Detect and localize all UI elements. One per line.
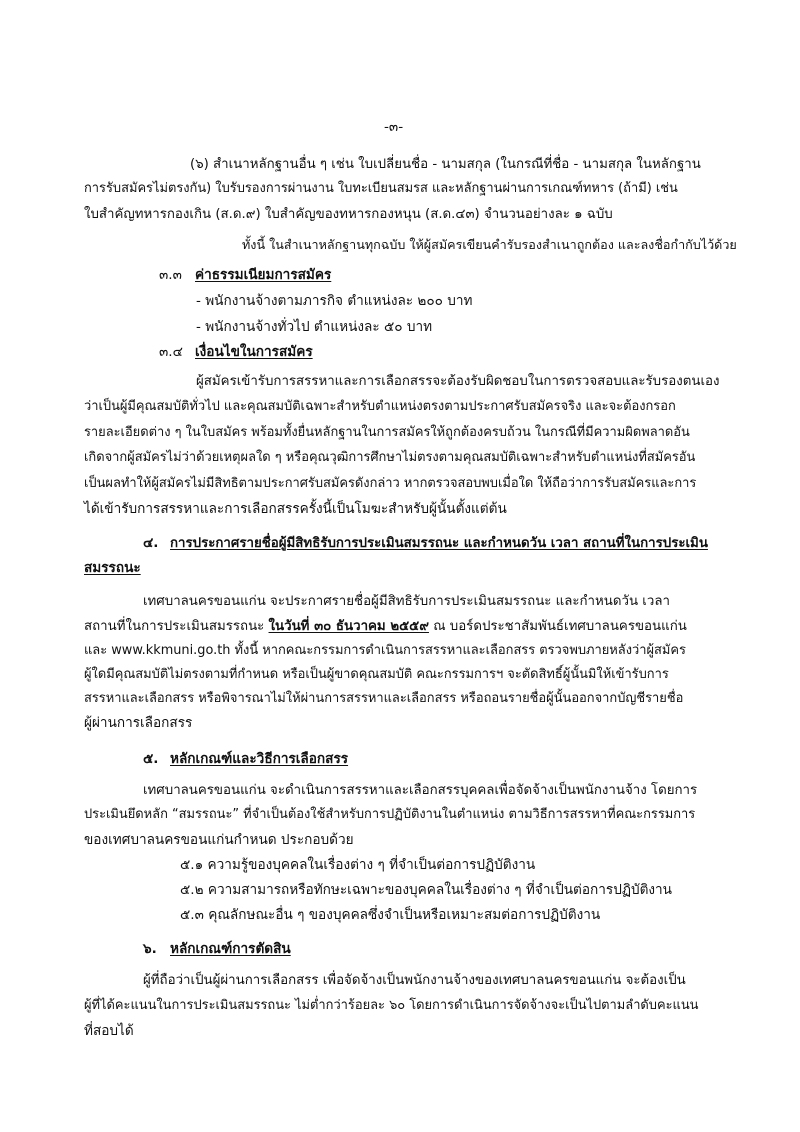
- s4-line-6: ผู้ผ่านการเลือกสรร: [84, 715, 193, 731]
- s4-line-4: ผู้ใดมีคุณสมบัติไม่ตรงตามที่กำหนด หรือเป็นผู้ขาดคุณสมบัติ คณะกรรมการฯ จะตัดสิทธิ์ผู้นั้นมิให้เข้ารับการ: [84, 667, 669, 682]
- s6-line-1: ผู้ที่ถือว่าเป็นผู้ผ่านการเลือกสรร เพื่อจัดจ้างเป็นพนักงานจ้างของเทศบาลนครขอนแก่น จะต้องเป็น: [143, 973, 686, 988]
- s3-3-number: ๓.๓: [159, 267, 182, 283]
- page-number: -๓-: [384, 119, 404, 135]
- criteria-item: ๕.๑ ความรู้ของบุคคลในเรื่องต่าง ๆ ที่จำเป็นต่อการปฏิบัติงาน: [180, 857, 536, 873]
- s3-4-line-1: ผู้สมัครเข้ารับการสรรหาและการเลือกสรรจะต้องรับผิดชอบในการตรวจสอบและรับรองตนเอง: [196, 374, 720, 389]
- s4-heading-line-2: สมรรถนะ: [84, 560, 141, 576]
- s4-line-3: และ www.kkmuni.go.th ทั้งนี้ หากคณะกรรมการดำเนินการสรรหาและเลือกสรร ตรวจพบภายหลังว่าผู้สมัคร: [84, 643, 686, 658]
- s3-6-line-1: (๖) สำเนาหลักฐานอื่น ๆ เช่น ใบเปลี่ยนชื่อ - นามสกุล (ในกรณีที่ชื่อ - นามสกุล ในหลักฐาน: [190, 157, 701, 172]
- s3-6-line-4: ทั้งนี้ ในสำเนาหลักฐานทุกฉบับ ให้ผู้สมัครเขียนคำรับรองสำเนาถูกต้อง และลงชื่อกำกับไว้ด้วย: [242, 237, 737, 252]
- s5-line-3: ของเทศบาลนครขอนแก่นกำหนด ประกอบด้วย: [84, 832, 354, 848]
- fee-item-general: - พนักงานจ้างทั่วไป ตำแหน่งละ ๕๐ บาท: [196, 319, 433, 335]
- s4-line-2-text: สถานที่ในการประเมินสมรรถนะ: [84, 619, 269, 634]
- s4-line-2: [84, 620, 687, 633]
- announcement-date: ในวันที่ ๓๐ ธันวาคม ๒๕๕๙: [268, 619, 429, 634]
- s4-line-5: สรรหาและเลือกสรร หรือพิจารณาไม่ให้ผ่านการสรรหาและเลือกสรร หรือถอนรายชื่อผู้นั้นออกจากบัญชีรายชื่อ: [84, 691, 684, 706]
- s6-line-3: ที่สอบได้: [84, 1023, 134, 1039]
- criteria-item: ๕.๒ ความสามารถหรือทักษะเฉพาะของบุคคลในเรื่องต่าง ๆ ที่จำเป็นต่อการปฏิบัติงาน: [180, 882, 672, 898]
- s3-4-heading: เงื่อนไขในการสมัคร: [195, 344, 313, 360]
- s3-4-number: ๓.๔: [159, 344, 183, 360]
- s3-4-line-6: ได้เข้ารับการสรรหาและการเลือกสรรครั้งนี้เป็นโมฆะสำหรับผู้นั้นตั้งแต่ต้น: [84, 501, 507, 517]
- s4-line-2-rest: ณ บอร์ดประชาสัมพันธ์เทศบาลนครขอนแก่น: [428, 619, 687, 634]
- s6-line-2: ผู้ที่ได้คะแนนในการประเมินสมรรถนะ ไม่ต่ำกว่าร้อยละ ๖๐ โดยการดำเนินการจัดจ้างจะเป็นไปตามลำดับคะแนน: [84, 998, 699, 1013]
- s5-line-2: ประเมินยึดหลัก “สมรรถนะ” ที่จำเป็นต้องใช้สำหรับการปฏิบัติงานในตำแหน่ง ตามวิธีการสรรหาที่คณะกรรมการ: [84, 807, 696, 822]
- s3-6-line-2: การรับสมัครไม่ตรงกัน) ใบรับรองการผ่านงาน ใบทะเบียนสมรส และหลักฐานผ่านการเกณฑ์ทหาร (ถ้ามี) เช่น: [84, 181, 678, 196]
- s3-4-line-5: เป็นผลทำให้ผู้สมัครไม่มีสิทธิตามประกาศรับสมัครดังกล่าว หากตรวจสอบพบเมื่อใด ให้ถือว่าการรับสมัครและการ: [84, 476, 697, 491]
- s3-4-line-2: ว่าเป็นผู้มีคุณสมบัติทั่วไป และคุณสมบัติเฉพาะสำหรับตำแหน่งตรงตามประกาศรับสมัครจริง และจะต้องกรอก: [84, 399, 676, 414]
- fee-item-mission: - พนักงานจ้างตามภารกิจ ตำแหน่งละ ๒๐๐ บาท: [196, 293, 473, 309]
- s5-number: ๕.: [143, 751, 159, 767]
- s4-number: ๔.: [143, 535, 159, 551]
- s4-line-1: เทศบาลนครขอนแก่น จะประกาศรายชื่อผู้มีสิทธิรับการประเมินสมรรถนะ และกำหนดวัน เวลา: [143, 594, 670, 609]
- s4-heading-line-1: การประกาศรายชื่อผู้มีสิทธิรับการประเมินสมรรถนะ และกำหนดวัน เวลา สถานที่ในการประเมิน: [170, 536, 708, 551]
- s6-heading: หลักเกณฑ์การตัดสิน: [170, 941, 291, 957]
- s3-3-heading: ค่าธรรมเนียมการสมัคร: [195, 267, 332, 283]
- s3-4-line-4: เกิดจากผู้สมัครไม่ว่าด้วยเหตุผลใด ๆ หรือคุณวุฒิการศึกษาไม่ตรงตามคุณสมบัติเฉพาะสำหรับตำแหน่งที่สมัครอัน: [84, 450, 696, 465]
- s5-line-1: เทศบาลนครขอนแก่น จะดำเนินการสรรหาและเลือกสรรบุคคลเพื่อจัดจ้างเป็นพนักงานจ้าง โดยการ: [143, 783, 698, 798]
- criteria-item: ๕.๓ คุณลักษณะอื่น ๆ ของบุคคลซึ่งจำเป็นหรือเหมาะสมต่อการปฏิบัติงาน: [180, 907, 601, 923]
- s3-4-line-3: รายละเอียดต่าง ๆ ในใบสมัคร พร้อมทั้งยื่นหลักฐานในการสมัครให้ถูกต้องครบถ้วน ในกรณีที่มีความผิดพลาดอัน: [84, 425, 690, 440]
- s6-number: ๖.: [143, 941, 157, 957]
- s5-heading: หลักเกณฑ์และวิธีการเลือกสรร: [170, 751, 349, 767]
- s3-6-line-3: ใบสำคัญทหารกองเกิน (ส.ด.๙) ใบสำคัญของทหารกองหนุน (ส.ด.๔๓) จำนวนอย่างละ ๑ ฉบับ: [84, 207, 613, 222]
